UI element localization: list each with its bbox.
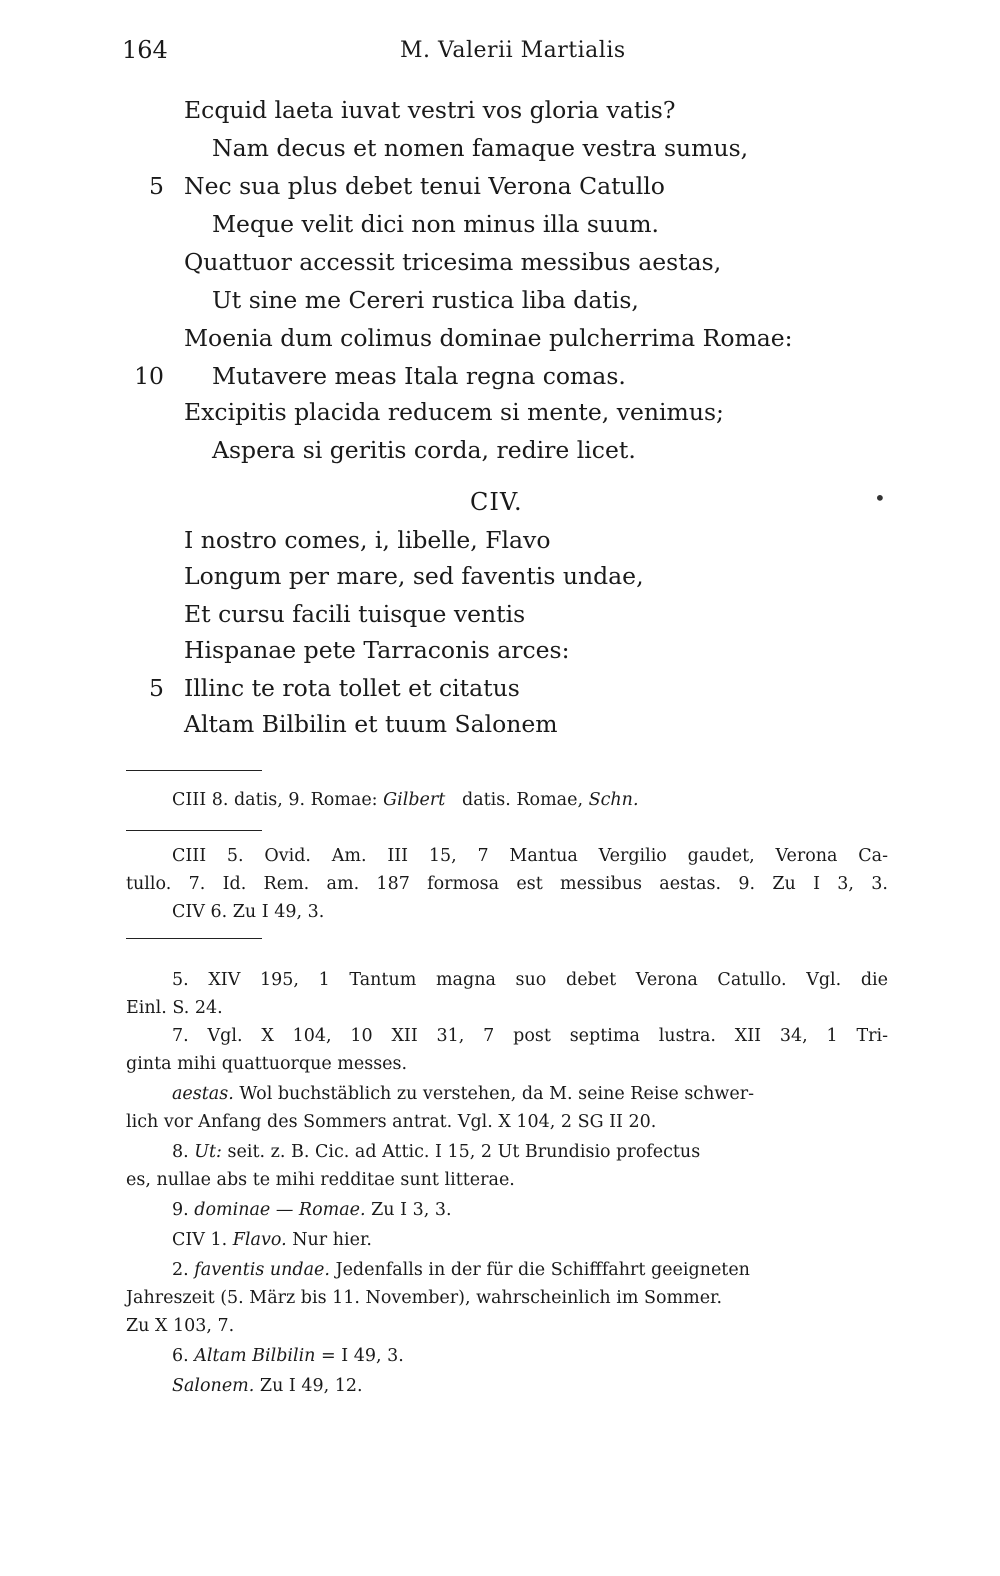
running-title: M. Valerii Martialis (400, 38, 626, 63)
verse-text: Ecquid laeta iuvat vestri vos gloria vatis? (184, 96, 676, 124)
commentary-line: lich vor Anfang des Sommers antrat. Vgl. X 104, 2 SG II 20. (126, 1112, 657, 1132)
commentary-text: 5. XIV 195, 1 Tantum magna suo debet Verona Catullo. Vgl. die (172, 970, 888, 990)
verse-line (0, 134, 900, 168)
verse-text: Nam decus et nomen famaque vestra sumus, (212, 134, 749, 162)
verse-line (0, 636, 900, 670)
line-number: 5 (149, 172, 164, 200)
verse-line (0, 324, 900, 358)
commentary-line (172, 1226, 372, 1254)
verse-line (0, 286, 900, 320)
commentary-line (172, 1022, 888, 1050)
commentary-line: es, nullae abs te mihi redditae sunt litterae. (126, 1170, 515, 1190)
commentary-lemma: aestas. (172, 1084, 234, 1104)
verse-text: Altam Bilbilin et tuum Salonem (184, 710, 558, 738)
verse-line (0, 674, 900, 708)
commentary-lemma: Altam Bilbilin (194, 1346, 316, 1366)
verse-text: Mutavere meas Itala regna comas. (212, 362, 626, 390)
commentary-text: Zu I 49, 12. (259, 1376, 363, 1396)
verse-line (0, 210, 900, 244)
commentary-number: 2. (172, 1260, 189, 1280)
commentary-line (172, 1372, 363, 1400)
commentary-number: 6. (172, 1346, 189, 1366)
verse-line (0, 362, 900, 396)
verse-text: Meque velit dici non minus illa suum. (212, 210, 659, 238)
separator-rule (126, 770, 262, 771)
verse-text: Hispanae pete Tarraconis arces: (184, 636, 570, 664)
commentary-line: Einl. S. 24. (126, 998, 223, 1018)
commentary-line (172, 1196, 452, 1224)
commentary-line: Jahreszeit (5. März bis 11. November), wahrscheinlich im Sommer. (126, 1288, 723, 1308)
separator-rule (126, 938, 262, 939)
apparatus-editor: Schn. (588, 790, 639, 810)
verse-line (0, 562, 900, 596)
sources-text: CIII 5. Ovid. Am. III 15, 7 Mantua Vergilio gaudet, Verona Ca- (172, 846, 888, 866)
commentary-line (172, 1080, 754, 1108)
page-number: 164 (122, 36, 168, 64)
commentary-text: 7. Vgl. X 104, 10 XII 31, 7 post septima lustra. XII 34, 1 Tri- (172, 1026, 888, 1046)
verse-line (0, 398, 900, 432)
line-number: 10 (134, 362, 164, 390)
verse-line (0, 526, 900, 560)
separator-rule (126, 830, 262, 831)
sources-line (172, 842, 888, 870)
apparatus-line (172, 786, 639, 814)
verse-text: Ut sine me Cereri rustica liba datis, (212, 286, 639, 314)
commentary-lemma: Salonem. (172, 1376, 255, 1396)
commentary-lemma: dominae — Romae. (194, 1200, 366, 1220)
verse-text: Longum per mare, sed faventis undae, (184, 562, 644, 590)
commentary-lemma: Ut: (194, 1142, 222, 1162)
commentary-lemma: faventis undae. (194, 1260, 330, 1280)
commentary-line: Zu X 103, 7. (126, 1316, 235, 1336)
commentary-number: CIV 1. (172, 1230, 228, 1250)
verse-line (0, 248, 900, 282)
verse-text: Illinc te rota tollet et citatus (184, 674, 520, 702)
verse-text: Excipitis placida reducem si mente, venimus; (184, 398, 724, 426)
apparatus-editor: Gilbert (383, 790, 446, 810)
verse-text: Moenia dum colimus dominae pulcherrima Romae: (184, 324, 793, 352)
verse-line (0, 710, 900, 744)
verse-text: I nostro comes, i, libelle, Flavo (184, 526, 551, 554)
sources-line: CIV 6. Zu I 49, 3. (172, 902, 325, 922)
commentary-number: 9. (172, 1200, 189, 1220)
commentary-line (172, 1138, 700, 1166)
verse-text: Nec sua plus debet tenui Verona Catullo (184, 172, 665, 200)
commentary-text: = I 49, 3. (321, 1346, 404, 1366)
sources-text: tullo. 7. Id. Rem. am. 187 formosa est messibus aestas. 9. Zu I 3, 3. (126, 874, 888, 894)
commentary-text: Jedenfalls in der für die Schifffahrt geeigneten (335, 1260, 750, 1280)
commentary-line (172, 1256, 750, 1284)
commentary-lemma: Flavo. (232, 1230, 287, 1250)
verse-text: Quattuor accessit tricesima messibus aestas, (184, 248, 722, 276)
commentary-line (172, 1342, 404, 1370)
verse-line (0, 172, 900, 206)
commentary-line (172, 966, 888, 994)
commentary-text: Wol buchstäblich zu verstehen, da M. seine Reise schwer- (239, 1084, 754, 1104)
commentary-number: 8. (172, 1142, 189, 1162)
sources-line (126, 870, 888, 898)
commentary-text: Nur hier. (292, 1230, 372, 1250)
apparatus-lead: CIII 8. datis, 9. Romae: (172, 790, 378, 810)
commentary-line: ginta mihi quattuorque messes. (126, 1054, 408, 1074)
verse-line (0, 436, 900, 470)
verse-line (0, 600, 900, 634)
line-number: 5 (149, 674, 164, 702)
page-header (0, 36, 1000, 72)
verse-text: Aspera si geritis corda, redire licet. (212, 436, 636, 464)
commentary-text: seit. z. B. Cic. ad Attic. I 15, 2 Ut Brundisio profectus (227, 1142, 701, 1162)
apparatus-variant: datis. Romae, (462, 790, 584, 810)
verse-line (0, 96, 900, 130)
poem-heading: CIV. (470, 488, 523, 516)
stray-mark: • (874, 486, 886, 510)
verse-text: Et cursu facili tuisque ventis (184, 600, 526, 628)
commentary-text: Zu I 3, 3. (371, 1200, 452, 1220)
